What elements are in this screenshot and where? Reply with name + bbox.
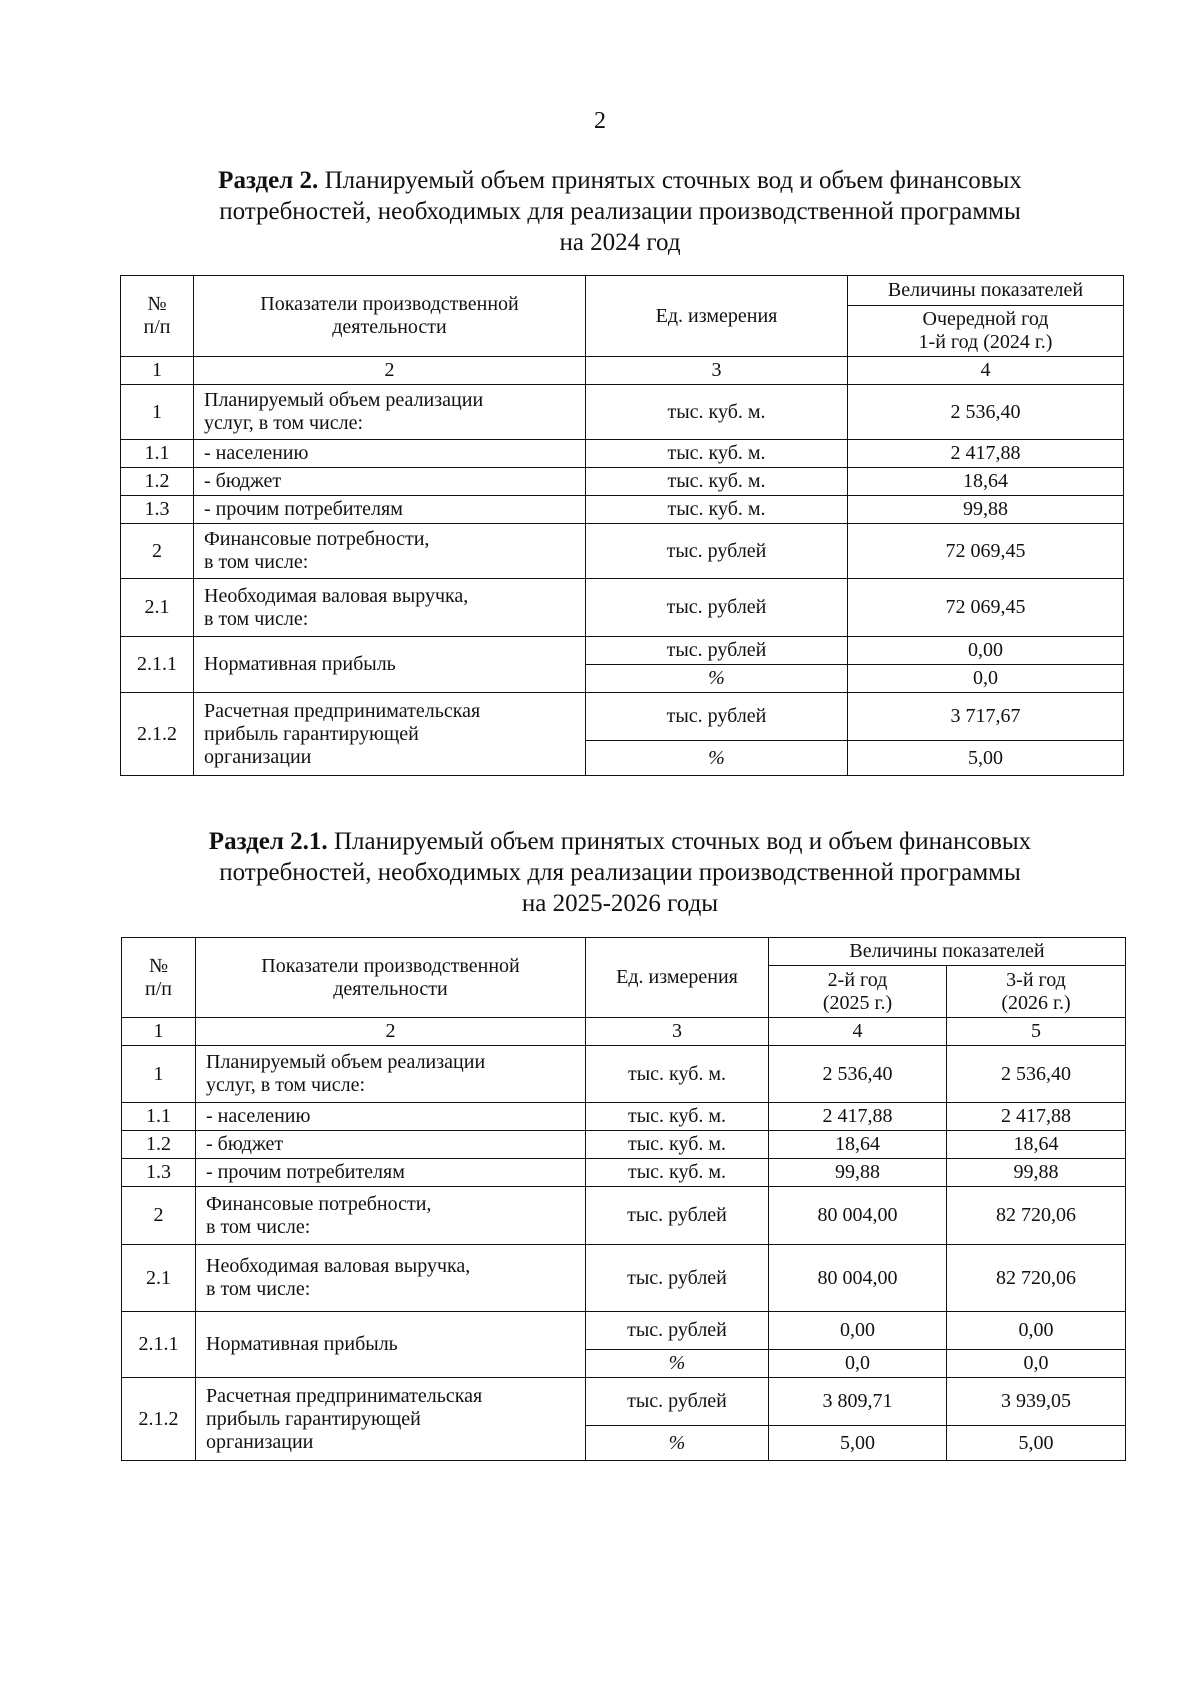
row-unit: тыс. куб. м. (586, 385, 848, 440)
col-number: 4 (848, 357, 1124, 385)
row-value: 0,0 (947, 1350, 1126, 1378)
row-num: 2 (121, 524, 194, 579)
row-value: 0,00 (769, 1312, 947, 1350)
col-number: 4 (769, 1018, 947, 1046)
row-value: 80 004,00 (769, 1245, 947, 1312)
row-unit: тыс. куб. м. (586, 496, 848, 524)
row-num: 1.3 (121, 496, 194, 524)
row-value: 82 720,06 (947, 1187, 1126, 1245)
row-unit: тыс. рублей (586, 1378, 769, 1426)
row-value: 5,00 (848, 741, 1124, 776)
table-row (121, 440, 1124, 468)
table-row (121, 579, 1124, 637)
row-unit: тыс. рублей (586, 693, 848, 741)
table-row (122, 1245, 1126, 1312)
section-2-title (130, 165, 1110, 258)
row-name: - прочим потребителям (194, 496, 586, 524)
row-value: 18,64 (769, 1131, 947, 1159)
table-row (122, 1312, 1126, 1350)
row-value: 82 720,06 (947, 1245, 1126, 1312)
table-row (122, 1378, 1126, 1426)
header-year-2026: 3-й год (2026 г.) (947, 966, 1126, 1018)
row-name: Расчетная предпринимательская прибыль гарантирующей организации (196, 1378, 586, 1461)
row-value: 5,00 (769, 1426, 947, 1461)
row-value: 2 417,88 (848, 440, 1124, 468)
section-2-title-bold: Раздел 2. (218, 167, 319, 194)
row-unit: тыс. рублей (586, 524, 848, 579)
table-row (121, 524, 1124, 579)
row-unit: тыс. рублей (586, 579, 848, 637)
header-unit: Ед. измерения (586, 938, 769, 1018)
row-unit: тыс. рублей (586, 1312, 769, 1350)
table-row (121, 637, 1124, 665)
row-name: Финансовые потребности, в том числе: (196, 1187, 586, 1245)
column-number-row (122, 1018, 1126, 1046)
table-row (122, 1131, 1126, 1159)
section-2-1-title-line3: на 2025-2026 годы (521, 890, 719, 917)
row-value: 0,00 (848, 637, 1124, 665)
row-num: 2.1 (122, 1245, 196, 1312)
row-value: 80 004,00 (769, 1187, 947, 1245)
table-row (122, 1187, 1126, 1245)
row-num: 2.1.1 (121, 637, 194, 693)
row-value: 3 809,71 (769, 1378, 947, 1426)
row-name: - бюджет (196, 1131, 586, 1159)
row-value: 99,88 (848, 496, 1124, 524)
row-unit: тыс. куб. м. (586, 1103, 769, 1131)
row-unit: % (586, 1350, 769, 1378)
row-unit: % (586, 741, 848, 776)
row-name: Нормативная прибыль (196, 1312, 586, 1378)
header-indicator: Показатели производственной деятельности (196, 938, 586, 1018)
table-header-row (121, 276, 1124, 306)
row-value: 2 417,88 (769, 1103, 947, 1131)
col-number: 5 (947, 1018, 1126, 1046)
table-row (122, 1159, 1126, 1187)
section-2-title-line3: на 2024 год (559, 229, 681, 256)
row-unit: тыс. куб. м. (586, 1046, 769, 1103)
row-value: 2 536,40 (848, 385, 1124, 440)
header-year: Очередной год 1-й год (2024 г.) (848, 306, 1124, 357)
col-number: 2 (196, 1018, 586, 1046)
col-number: 3 (586, 357, 848, 385)
row-num: 1.2 (122, 1131, 196, 1159)
row-unit: тыс. рублей (586, 637, 848, 665)
row-num: 1 (122, 1046, 196, 1103)
section-2-title-line1: Планируемый объем принятых сточных вод и объем финансовых (318, 167, 1022, 194)
row-value: 99,88 (947, 1159, 1126, 1187)
row-value: 0,0 (848, 665, 1124, 693)
row-unit: тыс. куб. м. (586, 468, 848, 496)
row-name: Планируемый объем реализации услуг, в том числе: (194, 385, 586, 440)
row-unit: тыс. куб. м. (586, 1159, 769, 1187)
row-unit: % (586, 665, 848, 693)
row-value: 3 939,05 (947, 1378, 1126, 1426)
row-value: 18,64 (947, 1131, 1126, 1159)
row-value: 2 536,40 (769, 1046, 947, 1103)
row-name: Необходимая валовая выручка, в том числе: (194, 579, 586, 637)
page-number: 2 (594, 108, 606, 134)
row-unit: тыс. рублей (586, 1187, 769, 1245)
row-num: 1 (121, 385, 194, 440)
header-values: Величины показателей (848, 276, 1124, 306)
col-number: 3 (586, 1018, 769, 1046)
row-name: Расчетная предпринимательская прибыль гарантирующей организации (194, 693, 586, 776)
col-number: 2 (194, 357, 586, 385)
column-number-row (121, 357, 1124, 385)
row-name: - прочим потребителям (196, 1159, 586, 1187)
table-row (121, 468, 1124, 496)
row-value: 2 536,40 (947, 1046, 1126, 1103)
row-unit: тыс. куб. м. (586, 440, 848, 468)
header-unit: Ед. измерения (586, 276, 848, 357)
row-value: 0,0 (769, 1350, 947, 1378)
row-value: 72 069,45 (848, 579, 1124, 637)
col-number: 1 (121, 357, 194, 385)
row-num: 2.1 (121, 579, 194, 637)
section-2-1-title-bold: Раздел 2.1. (208, 828, 328, 855)
row-name: Планируемый объем реализации услуг, в том числе: (196, 1046, 586, 1103)
table-row (121, 385, 1124, 440)
row-name: - бюджет (194, 468, 586, 496)
row-name: Необходимая валовая выручка, в том числе: (196, 1245, 586, 1312)
header-indicator: Показатели производственной деятельности (194, 276, 586, 357)
row-value: 99,88 (769, 1159, 947, 1187)
section-2-1-title (130, 826, 1110, 919)
row-num: 1.3 (122, 1159, 196, 1187)
header-values: Величины показателей (769, 938, 1126, 966)
row-name: Финансовые потребности, в том числе: (194, 524, 586, 579)
row-num: 2 (122, 1187, 196, 1245)
table-row (121, 693, 1124, 741)
section-2-title-line2: потребностей, необходимых для реализации производственной программы (219, 198, 1021, 225)
row-value: 5,00 (947, 1426, 1126, 1461)
header-num: № п/п (121, 276, 194, 357)
row-num: 2.1.1 (122, 1312, 196, 1378)
row-value: 72 069,45 (848, 524, 1124, 579)
row-value: 0,00 (947, 1312, 1126, 1350)
row-name: Нормативная прибыль (194, 637, 586, 693)
section-2-1-title-line1: Планируемый объем принятых сточных вод и объем финансовых (327, 828, 1032, 855)
section-2-1-title-line2: потребностей, необходимых для реализации производственной программы (219, 859, 1021, 886)
table-header-row (122, 938, 1126, 966)
row-name: - населению (196, 1103, 586, 1131)
row-value: 18,64 (848, 468, 1124, 496)
row-value: 3 717,67 (848, 693, 1124, 741)
section-2-1-table (121, 937, 1126, 1461)
table-row (121, 496, 1124, 524)
header-year-2025: 2-й год (2025 г.) (769, 966, 947, 1018)
row-num: 2.1.2 (121, 693, 194, 776)
header-num: № п/п (122, 938, 196, 1018)
row-unit: тыс. рублей (586, 1245, 769, 1312)
col-number: 1 (122, 1018, 196, 1046)
row-unit: % (586, 1426, 769, 1461)
row-num: 1.2 (121, 468, 194, 496)
section-2-table (120, 275, 1124, 776)
row-num: 1.1 (122, 1103, 196, 1131)
row-unit: тыс. куб. м. (586, 1131, 769, 1159)
row-value: 2 417,88 (947, 1103, 1126, 1131)
row-num: 1.1 (121, 440, 194, 468)
row-name: - населению (194, 440, 586, 468)
table-row (122, 1103, 1126, 1131)
table-row (122, 1046, 1126, 1103)
row-num: 2.1.2 (122, 1378, 196, 1461)
